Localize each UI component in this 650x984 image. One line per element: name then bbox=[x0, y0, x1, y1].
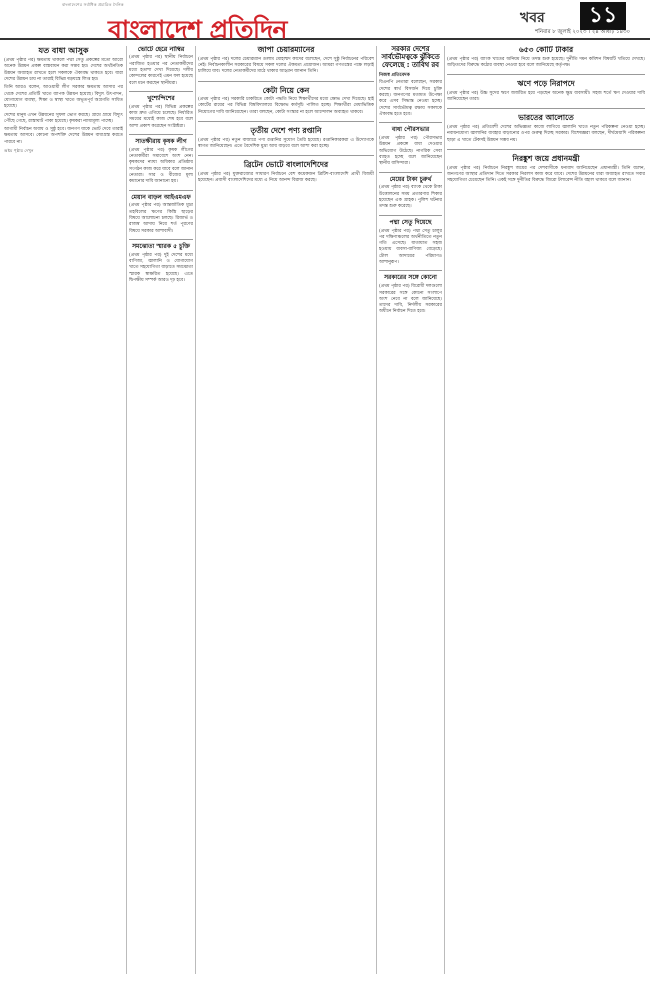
article-body: (প্রথম পৃষ্ঠার পর) পদ্মা সেতু চালুর পর দক্ষিণাঞ্চলের অর্থনীতিতে নতুন গতি এসেছে। যাতায়াত সহজ হওয়ায় ব্যবসা-বাণিজ্য বেড়েছে। টোল আদায়ের পরিমাণও আশানুরূপ। bbox=[379, 228, 442, 266]
article-body: (প্রথম পৃষ্ঠার পর) স্থানীয় নির্বাচনে পরাজিত হওয়ার পর নেতাকর্মীদের মধ্যে হতাশা দেখা দিয়েছে। দলীয় কোন্দলের কারণেই এমন ফল হয়েছে বলে মনে করছেন স্থানীয়রা। bbox=[129, 55, 193, 86]
article-headline: নিরঙ্কুশ জয়ে প্রধানমন্ত্রী bbox=[512, 153, 580, 163]
article-a14[interactable] bbox=[379, 220, 442, 267]
article-body: (প্রথম পৃষ্ঠার পর) দলের চেয়ারম্যান গুলাম মোহাম্মদ কাদের বলেছেন, দেশে সুষ্ঠু নির্বাচনের পরিবেশ নেই। নির্বাচনকালীন সরকারের বিষয়ে সকল দলের ঐকমত্য প্রয়োজন। আমরা গণতন্ত্রের পক্ষে লড়াই চালিয়ে যাব। দলের নেতাকর্মীদের মাঠে থাকার আহ্বান জানান তিনি। bbox=[198, 56, 374, 75]
column-right bbox=[447, 46, 645, 976]
column-5 bbox=[379, 46, 442, 976]
dateline: শনিবার ৮ জুলাই ২০২৩ । ২৪ আষাঢ় ১৪৩০ bbox=[535, 29, 630, 35]
article-a1[interactable] bbox=[4, 46, 123, 155]
article-divider bbox=[129, 134, 193, 135]
article-a10[interactable] bbox=[198, 161, 374, 184]
article-a18[interactable] bbox=[447, 114, 645, 144]
section-name: খবর bbox=[520, 10, 545, 26]
article-body: (প্রথম পৃষ্ঠার পর) দুই দেশের মধ্যে বাণিজ্য, জ্বালানি ও যোগাযোগ খাতে সহযোগিতা বাড়াতে সমঝোতা স্মারক স্বাক্ষরিত হয়েছে। এতে দ্বিপক্ষীয় সম্পর্ক আরও দৃঢ় হবে। bbox=[129, 252, 193, 284]
article-body: বিএনপি নেতারা বলেছেন, সরকার দেশের স্বার্থ বিসর্জন দিয়ে চুক্তি করছে। জনগণের মতামত উপেক্ষা করে এসব সিদ্ধান্ত নেওয়া হচ্ছে। দেশের সার্বভৌমত্ব রক্ষায় সকলকে ঐক্যবদ্ধ হতে হবে। bbox=[379, 80, 442, 117]
column-rule bbox=[444, 46, 445, 974]
article-a4[interactable] bbox=[129, 96, 193, 130]
column-1 bbox=[4, 46, 123, 976]
article-body: (প্রথম পৃষ্ঠার পর) সরকারি চাকরিতে কোটা পদ্ধতি নিয়ে শিক্ষার্থীদের মধ্যে ক্ষোভ দেখা দিয়েছে। হাই কোর্টের রায়ের পর বিভিন্ন বিশ্ববিদ্যালয়ে বিক্ষোভ কর্মসূচি পালিত হচ্ছে। শিক্ষার্থীরা মেধাভিত্তিক নিয়োগের দাবি জানিয়েছেন। তারা বলছেন, কোটা সংস্কার না হলে আন্দোলন অব্যাহত থাকবে। bbox=[198, 97, 374, 115]
article-body: (প্রথম পৃষ্ঠার পর) নির্বাচনে নিরঙ্কুশ জয়ের পর দেশবাসীকে ধন্যবাদ জানিয়েছেন প্রধানমন্ত্রী। তিনি বলেন, জনগণের আস্থার প্রতিদান দিতে সরকার নিরলস কাজ করে যাবে। দেশের উন্নয়নের ধারা অব্যাহত রাখতে সবার সহযোগিতা চেয়েছেন তিনি। একই সঙ্গে দুর্নীতির বিরুদ্ধে জিরো টলারেন্স নীতি বহাল থাকবে বলে জানান। bbox=[447, 165, 645, 184]
article-headline: কেটা নিয়ে কেন bbox=[262, 85, 310, 95]
article-a13[interactable] bbox=[379, 177, 442, 211]
article-a7[interactable] bbox=[129, 244, 193, 284]
article-divider bbox=[447, 149, 645, 150]
article-body: (প্রথম পৃষ্ঠার পর) নতুন বাজারে পণ্য রপ্তানির সুযোগ তৈরি হয়েছে। রপ্তানিকারকরা এ উদ্যোগকে স্বাগত জানিয়েছেন। এতে বৈদেশিক মুদ্রা আয় বাড়বে বলে আশা করা হচ্ছে। bbox=[198, 137, 374, 149]
article-headline: পদ্মা সেতু দিয়েছে bbox=[389, 218, 432, 226]
article-headline: ৬৫৩ কোটি টাকার bbox=[518, 46, 574, 54]
article-a9[interactable] bbox=[198, 127, 374, 150]
article-divider bbox=[379, 172, 442, 173]
article-body: (প্রথম পৃষ্ঠার পর) প্রতিবেশী দেশের অভিজ্ঞতা কাজে লাগিয়ে জ্বালানি খাতে নতুন পরিকল্পনা নেওয়া হচ্ছে। নবায়নযোগ্য জ্বালানির ব্যবহার বাড়ানোর ওপর গুরুত্ব দিচ্ছে সরকার। বিশেষজ্ঞরা বলছেন, দীর্ঘমেয়াদি পরিকল্পনা ছাড়া এ খাতে টেকসই উন্নয়ন সম্ভব নয়। bbox=[447, 125, 645, 143]
article-body: (প্রথম পৃষ্ঠার পর) বিভিন্ন প্রকল্পের কাজ দ্রুত এগিয়ে চলেছে। নির্ধারিত সময়ের মধ্যেই কাজ শেষ হবে বলে আশা প্রকাশ করেছেন সংশ্লিষ্টরা। bbox=[129, 104, 193, 129]
column-rule bbox=[195, 46, 196, 974]
article-body: (প্রথম পৃষ্ঠার পর) বিরোধী দলগুলো সরকারের সঙ্গে কোনো সংলাপে অংশ নেবে না বলে জানিয়েছে। তাদের দাবি, নির্দলীয় সরকারের অধীনে নির্বাচন দিতে হবে। bbox=[379, 284, 442, 315]
article-divider bbox=[129, 190, 193, 191]
article-body: (প্রথম পৃষ্ঠার পর) আন্তর্জাতিক মুদ্রা তহবিলের ঋণের কিস্তি ছাড়ের বিষয়ে আলোচনা চলছে। রিজার্ভ ও রাজস্ব আদায় নিয়ে শর্ত পূরণের বিষয়ে সরকার আশাবাদী। bbox=[129, 203, 193, 234]
article-headline: খুশ্যেন্দিশের bbox=[147, 94, 175, 102]
article-divider bbox=[198, 155, 374, 156]
article-headline: তৃতীয় দেশে পণ্য রপ্তানি bbox=[250, 126, 322, 136]
article-headline: ভারতের আলোতে bbox=[518, 113, 574, 123]
article-divider bbox=[129, 91, 193, 92]
article-a12[interactable] bbox=[379, 127, 442, 167]
logo-text: বাংলাদেশ প্রতিদিন bbox=[108, 15, 287, 44]
article-divider bbox=[129, 239, 193, 240]
article-a2[interactable] bbox=[129, 46, 193, 87]
article-a16[interactable] bbox=[447, 46, 645, 69]
article-headline: জাপা চেয়ারম্যানের bbox=[257, 46, 315, 54]
article-a3[interactable] bbox=[198, 46, 374, 76]
article-body: (প্রথম পৃষ্ঠার পর) যুক্তরাজ্যের সাধারণ নির্বাচনে বেশ কয়েকজন ব্রিটিশ-বাংলাদেশি প্রার্থী বিজয়ী হয়েছেন। প্রবাসী বাংলাদেশিদের মধ্যে এ নিয়ে আনন্দ বিরাজ করছে। bbox=[198, 171, 374, 184]
column-center bbox=[198, 46, 374, 976]
article-divider bbox=[198, 121, 374, 122]
column-rule bbox=[376, 46, 377, 974]
article-headline: সরকার দেশের সার্বভৌমত্বকে ঝুঁকিতে ফেলেছে : তাবিথ রব bbox=[381, 46, 440, 69]
column-2 bbox=[129, 46, 193, 976]
article-body: (প্রথম পৃষ্ঠার পর) কৃষক লীগের নেতাকর্মীরা সমাবেশে অংশ নেন। কৃষকদের ন্যায্য অধিকার প্রতিষ্ঠায় সংগঠন কাজ করে যাবে বলে জানান নেতারা। সার ও বীজের মূল্য কমানোর দাবি জানানো হয়। bbox=[129, 147, 193, 185]
article-a17[interactable] bbox=[447, 80, 645, 103]
article-headline: যত বাধা আসুক bbox=[38, 46, 89, 55]
article-headline: সরকারের সঙ্গে কোনো bbox=[384, 274, 437, 282]
article-a6[interactable] bbox=[129, 195, 193, 235]
article-divider bbox=[379, 270, 442, 271]
article-divider bbox=[447, 108, 645, 109]
masthead bbox=[0, 0, 650, 44]
article-headline: সাতক্ষীরায় কৃষক লীগ bbox=[135, 137, 187, 145]
article-a8[interactable] bbox=[198, 87, 374, 117]
article-byline: নিজস্ব প্রতিবেদক bbox=[379, 73, 410, 79]
article-divider bbox=[379, 122, 442, 123]
article-body: (প্রথম পৃষ্ঠার পর) পৌরসভার উন্নয়ন প্রকল্পে বাধা দেওয়ার অভিযোগ উঠেছে। নাগরিক সেবা ব্যাহত হচ্ছে বলে জানিয়েছেন স্থানীয় বাসিন্দারা। bbox=[379, 136, 442, 167]
logo-tagline: বাংলাদেশের সর্বাধিক প্রচারিত দৈনিক bbox=[62, 2, 124, 7]
article-divider bbox=[198, 81, 374, 82]
column-rule bbox=[126, 46, 127, 974]
article-a11[interactable] bbox=[379, 46, 442, 118]
article-headline: সমঝোতা স্মারক ৫ চুক্তি bbox=[132, 242, 190, 250]
article-headline: ভোটে হেরে নাম্বির bbox=[137, 46, 185, 53]
article-divider bbox=[379, 215, 442, 216]
article-headline: ঋণে পড়ে নিরাপদে bbox=[517, 79, 575, 89]
article-headline: মেয়ের টাকা চুরুর্থ bbox=[389, 175, 432, 183]
article-a15[interactable] bbox=[379, 275, 442, 315]
continued-note: অষ্টম পৃষ্ঠায় দেখুন bbox=[4, 148, 34, 154]
article-divider bbox=[447, 74, 645, 75]
article-headline: ব্রিটেন ভোটে বাংলাদেশিদের bbox=[243, 160, 329, 170]
article-a5[interactable] bbox=[129, 139, 193, 186]
article-headline: মেয়ান বাড়ল আইএমএফ bbox=[131, 193, 191, 201]
article-a19[interactable] bbox=[447, 155, 645, 185]
article-body: (প্রথম পৃষ্ঠার পর) ব্যাংক খাতের অনিয়ম নিয়ে তদন্ত শুরু হয়েছে। দুর্নীতি দমন কমিশন বিষয়টি খতিয়ে দেখছে। জড়িতদের বিরুদ্ধে কঠোর ব্যবস্থা নেওয়া হবে বলে জানিয়েছে কর্তৃপক্ষ। bbox=[447, 56, 645, 68]
page-number: ১১ bbox=[580, 2, 626, 30]
article-body: (প্রথম পৃষ্ঠার পর) উচ্চ সুদের ঋণে জর্জরিত হয়ে পড়ছেন অনেক ক্ষুদ্র ব্যবসায়ী। সহজ শর্তে ঋণ দেওয়ার দাবি জানিয়েছেন তারা। bbox=[447, 90, 645, 103]
article-body: (প্রথম পৃষ্ঠার পর) ব্যাংক থেকে টাকা উত্তোলনের সময় প্রতারণার শিকার হয়েছেন এক গ্রাহক। পুলিশ ঘটনার তদন্ত শুরু করেছে। bbox=[379, 185, 442, 210]
article-body: (প্রথম পৃষ্ঠার পর) ক্ষমতায় থাকলে পদ্মা সেতু প্রকল্পের মতো আরো অনেক উন্নয়ন প্রকল্প বাস্তবায়ন করা সম্ভব হয়। দেশের অর্থনৈতিক উন্নয়ন অব্যাহত রাখতে হলে সকলকে ঐক্যবদ্ধ থাকতে হবে। যারা দেশের উন্নয়ন চায় না তারাই বিভিন্ন ষড়যন্ত্রে লিপ্ত হয়। তিনি আরও বলেন, আওয়ামী লীগ সরকার ক্ষমতায় আসার পর থেকে দেশের প্রতিটি খাতে ব্যাপক উন্নয়ন হয়েছে। বিদ্যুৎ উৎপাদন, যোগাযোগ ব্যবস্থা, শিক্ষা ও স্বাস্থ্য খাতে অভূতপূর্ব অগ্রগতি সাধিত হয়েছে। দেশের মানুষ এখন উন্নয়নের সুফল ভোগ করছে। গ্রামে গ্রামে বিদ্যুৎ পৌঁছে গেছে, রাস্তাঘাট পাকা হয়েছে। কৃষকরা ন্যায্যমূল্য পাচ্ছে। আগামী নির্বাচন অবাধ ও সুষ্ঠু হবে। জনগণ যাকে ভোট দেবে তারাই ক্ষমতায় আসবে। কোনো অপশক্তি দেশের উন্নয়ন বাধাগ্রস্ত করতে পারবে না। bbox=[4, 58, 123, 145]
article-headline: বাধা পৌরসভার bbox=[391, 126, 430, 134]
